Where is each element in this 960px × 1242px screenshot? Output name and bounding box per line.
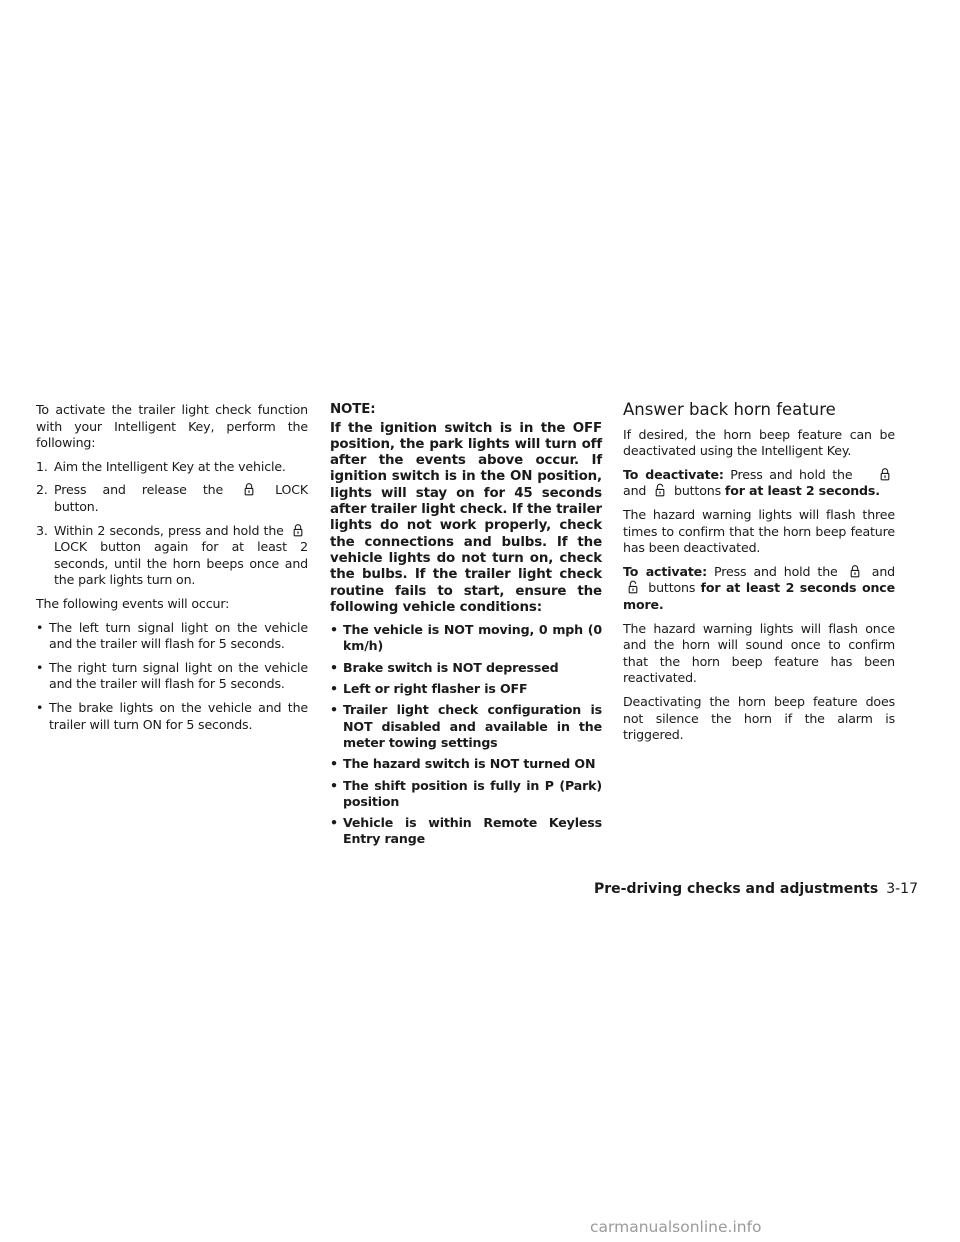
condition-item: • The shift position is fully in P (Park) position bbox=[330, 777, 602, 809]
step-text-post: LOCK button again for at least 2 seconds, until the horn beeps once and the park lights turn on. bbox=[54, 539, 308, 588]
activate-confirmation: The hazard warning lights will flash once and the horn will sound once to confirm that the horn beep feature has been reactivated. bbox=[623, 620, 895, 686]
right-column bbox=[623, 402, 895, 751]
deactivate-confirmation: The hazard warning lights will flash three times to confirm that the horn beep feature has been deactivated. bbox=[623, 506, 895, 556]
event-text: The brake lights on the vehicle and the trailer will turn ON for 5 seconds. bbox=[49, 699, 308, 732]
note-label: NOTE: bbox=[330, 402, 376, 417]
condition-item: • Brake switch is NOT depressed bbox=[330, 659, 559, 675]
step-1 bbox=[36, 459, 308, 476]
activate-label: To activate: bbox=[623, 563, 707, 579]
step-text: Aim the Intelligent Key at the vehicle. bbox=[54, 458, 286, 474]
event-item-right: • The right turn signal light on the vehicle and the trailer will flash for 5 seconds. bbox=[36, 659, 308, 692]
event-text: The right turn signal light on the vehicle and the trailer will flash for 5 seconds. bbox=[49, 659, 308, 692]
condition-item: • The vehicle is NOT moving, 0 mph (0 km/h) bbox=[330, 622, 602, 654]
step-text-pre: Within 2 seconds, press and hold the bbox=[54, 522, 284, 538]
condition-item: • Vehicle is within Remote Keyless Entry range bbox=[330, 815, 602, 847]
middle-column bbox=[330, 402, 602, 853]
events-intro: The following events will occur: bbox=[36, 595, 230, 611]
page-number: 3-17 bbox=[886, 881, 918, 897]
event-item-left: • The left turn signal light on the vehicle and the trailer will flash for 5 seconds. bbox=[36, 619, 308, 652]
lock-icon bbox=[848, 564, 862, 578]
step-text-post: LOCK button. bbox=[54, 482, 308, 514]
step-text-pre: Press and release the bbox=[54, 482, 224, 498]
footer-section-title: Pre-driving checks and adjustments bbox=[594, 881, 879, 897]
step-number: 3. bbox=[36, 522, 48, 538]
step-number: 1. bbox=[36, 458, 48, 474]
condition-item: • Left or right flasher is OFF bbox=[330, 681, 528, 697]
unlock-icon bbox=[653, 483, 667, 497]
lock-icon bbox=[291, 523, 305, 537]
condition-item: • Trailer light check configuration is NOT disabled and available in the meter towing settings bbox=[330, 702, 602, 750]
page-footer bbox=[594, 878, 918, 897]
section-title: Answer back horn feature bbox=[623, 400, 836, 419]
step-2 bbox=[36, 482, 308, 515]
event-text: The left turn signal light on the vehicle and the trailer will flash for 5 seconds. bbox=[49, 619, 308, 652]
unlock-icon bbox=[626, 580, 640, 594]
lock-icon bbox=[878, 467, 892, 481]
watermark: carmanualsonline.info bbox=[590, 1218, 762, 1236]
condition-item: • The hazard switch is NOT turned ON bbox=[330, 756, 596, 772]
left-column bbox=[36, 402, 308, 740]
activate-instructions: To activate: Press and hold the and buttons for at least 2 seconds once more. bbox=[623, 563, 896, 612]
deactivate-instructions: To deactivate: Press and hold the and buttons for at least 2 seconds. bbox=[623, 467, 895, 500]
intro-paragraph: To activate the trailer light check function with your Intelligent Key, perform the following: bbox=[36, 402, 308, 451]
lock-icon bbox=[242, 482, 256, 496]
step-number: 2. bbox=[36, 482, 48, 498]
event-item-brake: • The brake lights on the vehicle and the trailer will turn ON for 5 seconds. bbox=[36, 699, 308, 732]
horn-intro: If desired, the horn beep feature can be deactivated using the Intelligent Key. bbox=[623, 426, 895, 459]
alarm-note: Deactivating the horn beep feature does not silence the horn if the alarm is triggered. bbox=[623, 693, 895, 743]
step-3 bbox=[36, 523, 308, 589]
note-body: If the ignition switch is in the OFF position, the park lights will turn off after the events above occur. If ignition switch is in the ON position, lights will stay on for 45 seconds after trailer light check. If the trailer lights do not work properly, check the connections and bulbs. If the vehicle lights do not turn on, check the bulbs. If the trailer light check routine fails to start, ensure the following vehicle conditions: bbox=[330, 420, 602, 615]
deactivate-label: To deactivate: bbox=[623, 466, 724, 482]
